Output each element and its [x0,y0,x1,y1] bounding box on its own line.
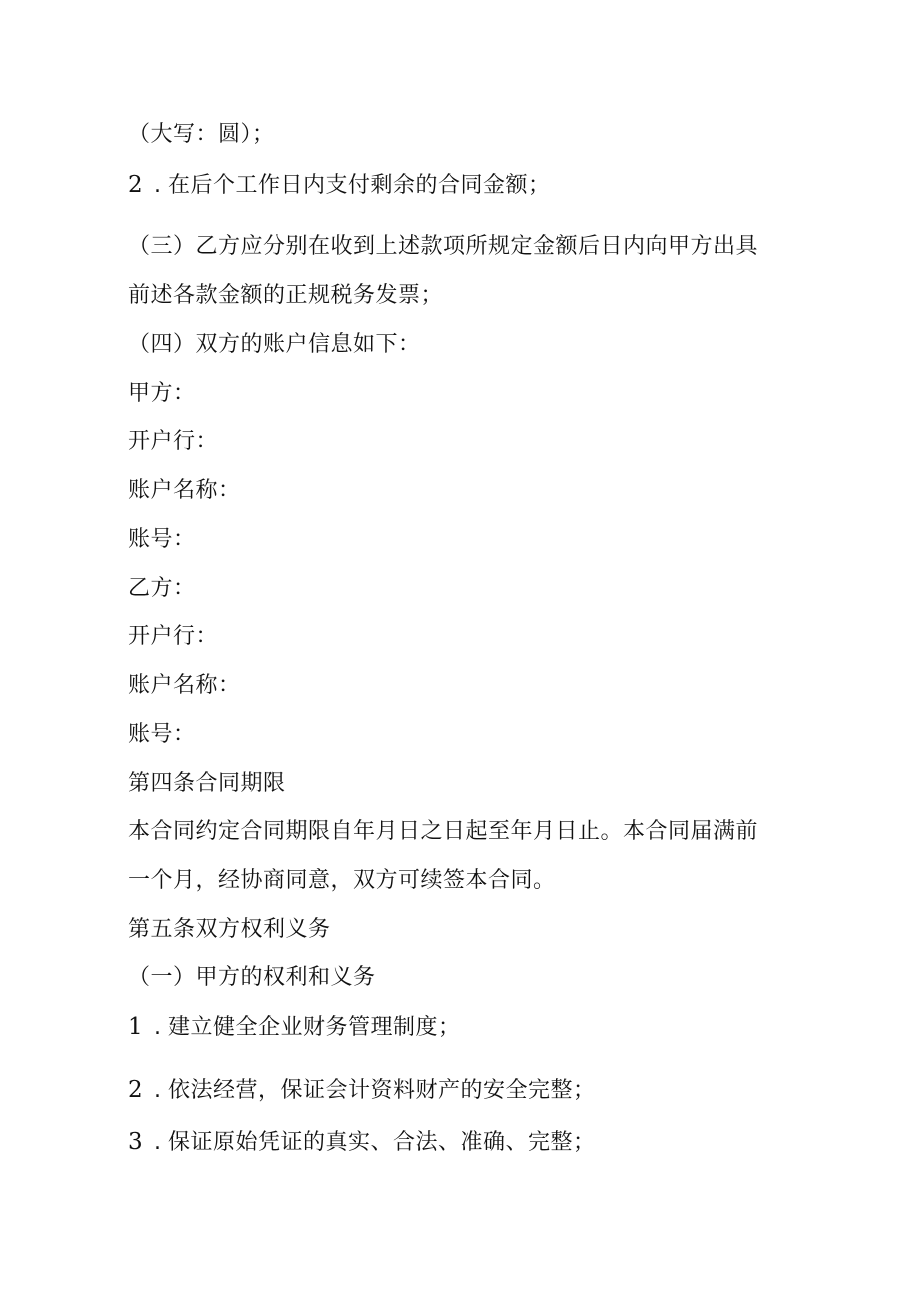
text-line: （一）甲方的权利和义务 [128,965,376,990]
text-line: 一个月，经协商同意，双方可续签本合同。 [128,868,556,893]
text-line: 开户行： [128,429,219,454]
text-line: 甲方： [128,381,196,406]
text-line: （大写：圆）； [128,122,275,147]
text-line: 账户名称： [128,673,241,698]
item-text: 在后个工作日内支付剩余的合同金额； [168,173,551,198]
text-line: 账号： [128,527,196,552]
section-heading: 第五条双方权利义务 [128,917,331,942]
numbered-item [128,1076,596,1105]
item-number: 3 [128,1129,144,1155]
text-line: 本合同约定合同期限自年月日之日起至年月日止。本合同届满前 [128,819,759,844]
item-number: 2 [128,1077,144,1103]
numbered-item [128,1013,461,1042]
item-text: 依法经营，保证会计资料财产的安全完整； [168,1078,596,1103]
item-text: 建立健全企业财务管理制度； [168,1015,461,1040]
item-dot: . [154,1015,162,1040]
item-dot: . [154,173,162,198]
text-line: 乙方： [128,576,196,601]
text-line: （四）双方的账户信息如下： [128,332,421,357]
text-line: 开户行： [128,624,219,649]
item-dot: . [154,1078,162,1103]
numbered-item [128,1128,596,1157]
text-line: 账户名称： [128,478,241,503]
item-dot: . [154,1130,162,1155]
item-number: 1 [128,1014,144,1040]
text-line: 账号： [128,722,196,747]
text-line: 前述各款金额的正规税务发票； [128,283,444,308]
numbered-item [128,171,551,200]
item-text: 保证原始凭证的真实、合法、准确、完整； [168,1130,596,1155]
text-line: （三）乙方应分别在收到上述款项所规定金额后日内向甲方出具 [128,234,759,259]
section-heading: 第四条合同期限 [128,771,286,796]
item-number: 2 [128,172,144,198]
